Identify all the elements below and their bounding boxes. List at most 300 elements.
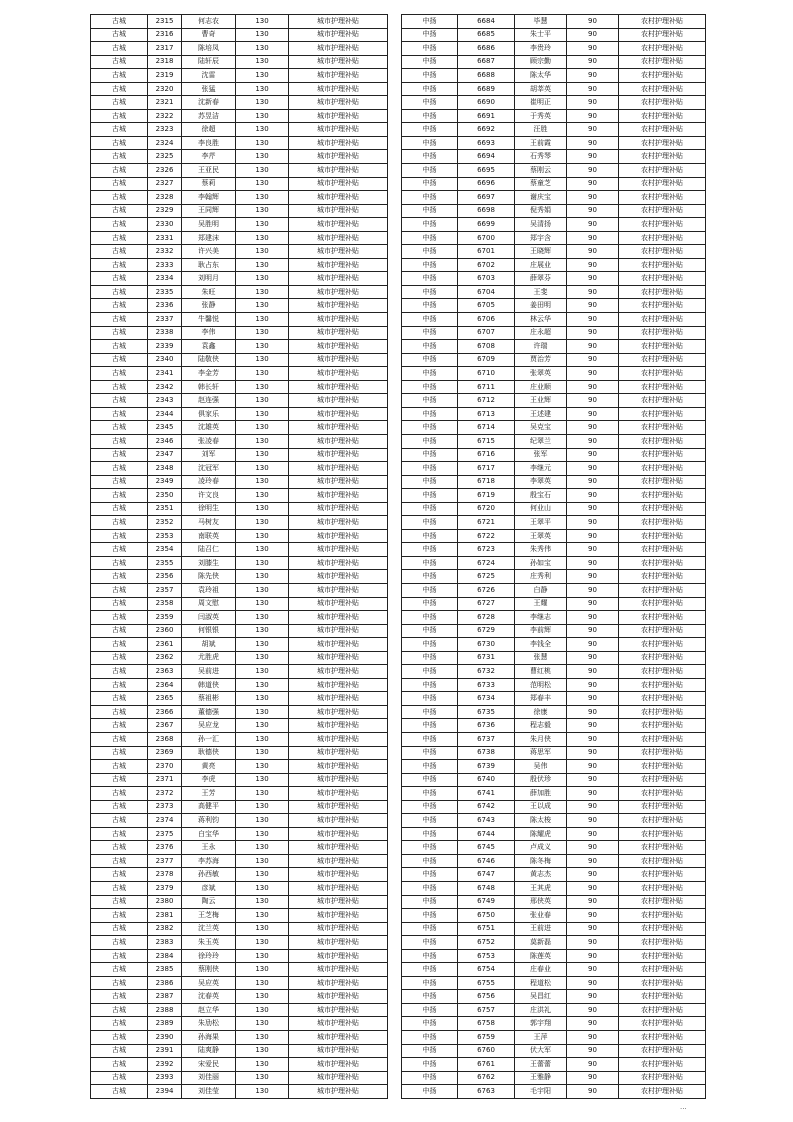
amount-cell: 90 [567,69,619,83]
town-cell: 中扬 [402,380,458,394]
amount-cell: 130 [236,895,289,909]
name-cell: 王亚民 [182,164,236,178]
town-cell: 古城 [91,448,148,462]
serial-cell: 2379 [148,882,182,896]
town-cell: 古城 [91,109,148,123]
name-cell: 王前进 [515,922,567,936]
subsidy-type-cell: 农村护理补贴 [619,773,706,787]
subsidy-type-cell: 城市护理补贴 [289,313,388,327]
amount-cell: 130 [236,502,289,516]
table-row [402,177,706,191]
subsidy-type-cell: 农村护理补贴 [619,245,706,259]
table-row [402,96,706,110]
table-row [91,1071,388,1085]
town-cell: 中扬 [402,773,458,787]
serial-cell: 6727 [458,597,515,611]
table-row [402,136,706,150]
subsidy-type-cell: 农村护理补贴 [619,732,706,746]
subsidy-type-cell: 农村护理补贴 [619,394,706,408]
subsidy-type-cell: 农村护理补贴 [619,421,706,435]
table-row [402,1085,706,1099]
subsidy-type-cell: 城市护理补贴 [289,773,388,787]
name-cell: 薛加胜 [515,787,567,801]
amount-cell: 130 [236,489,289,503]
table-row [91,732,388,746]
subsidy-type-cell: 城市护理补贴 [289,909,388,923]
name-cell: 程道松 [515,976,567,990]
table-row [91,28,388,42]
table-row [91,800,388,814]
serial-cell: 6758 [458,1017,515,1031]
subsidy-type-cell: 城市护理补贴 [289,367,388,381]
left-table-body [91,15,388,1099]
town-cell: 古城 [91,624,148,638]
town-cell: 古城 [91,502,148,516]
name-cell: 凌玲春 [182,475,236,489]
table-row [402,326,706,340]
amount-cell: 90 [567,827,619,841]
name-cell: 张军 [515,448,567,462]
serial-cell: 6700 [458,231,515,245]
serial-cell: 2366 [148,705,182,719]
serial-cell: 2367 [148,719,182,733]
serial-cell: 6763 [458,1085,515,1099]
serial-cell: 2339 [148,340,182,354]
town-cell: 中扬 [402,746,458,760]
town-cell: 古城 [91,136,148,150]
name-cell: 张静 [182,299,236,313]
table-row [402,841,706,855]
amount-cell: 90 [567,1031,619,1045]
serial-cell: 2384 [148,949,182,963]
table-row [402,1058,706,1072]
amount-cell: 90 [567,909,619,923]
name-cell: 何银银 [182,624,236,638]
name-cell: 苏昱洁 [182,109,236,123]
town-cell: 古城 [91,1031,148,1045]
amount-cell: 90 [567,800,619,814]
amount-cell: 90 [567,732,619,746]
amount-cell: 130 [236,746,289,760]
subsidy-type-cell: 城市护理补贴 [289,164,388,178]
amount-cell: 130 [236,82,289,96]
serial-cell: 6711 [458,380,515,394]
name-cell: 沈雷 [182,69,236,83]
table-row [91,136,388,150]
serial-cell: 2365 [148,692,182,706]
serial-cell: 6751 [458,922,515,936]
serial-cell: 2324 [148,136,182,150]
town-cell: 古城 [91,231,148,245]
town-cell: 古城 [91,421,148,435]
name-cell: 吴胜明 [182,218,236,232]
serial-cell: 2343 [148,394,182,408]
amount-cell: 130 [236,976,289,990]
table-row [91,299,388,313]
amount-cell: 90 [567,760,619,774]
table-row [91,55,388,69]
serial-cell: 2375 [148,827,182,841]
serial-cell: 2370 [148,760,182,774]
table-row [91,692,388,706]
amount-cell: 130 [236,868,289,882]
subsidy-type-cell: 城市护理补贴 [289,285,388,299]
name-cell: 陈先侠 [182,570,236,584]
serial-cell: 2330 [148,218,182,232]
name-cell: 卢成义 [515,841,567,855]
town-cell: 古城 [91,665,148,679]
table-row [91,583,388,597]
name-cell: 李前辉 [515,624,567,638]
subsidy-type-cell: 城市护理补贴 [289,82,388,96]
name-cell: 郑春丰 [515,692,567,706]
serial-cell: 2385 [148,963,182,977]
serial-cell: 6743 [458,814,515,828]
serial-cell: 2363 [148,665,182,679]
name-cell: 林云华 [515,313,567,327]
table-row [402,692,706,706]
town-cell: 中扬 [402,407,458,421]
amount-cell: 90 [567,28,619,42]
amount-cell: 90 [567,448,619,462]
amount-cell: 90 [567,421,619,435]
serial-cell: 2371 [148,773,182,787]
serial-cell: 2383 [148,936,182,950]
subsidy-type-cell: 农村护理补贴 [619,407,706,421]
subsidy-type-cell: 农村护理补贴 [619,909,706,923]
serial-cell: 6723 [458,543,515,557]
table-row [91,516,388,530]
subsidy-type-cell: 农村护理补贴 [619,109,706,123]
subsidy-type-cell: 农村护理补贴 [619,516,706,530]
name-cell: 王同辉 [182,204,236,218]
name-cell: 吴应英 [182,976,236,990]
serial-cell: 2348 [148,462,182,476]
name-cell: 白静 [515,583,567,597]
amount-cell: 90 [567,489,619,503]
table-row [402,787,706,801]
name-cell: 吴伟 [515,760,567,774]
serial-cell: 2387 [148,990,182,1004]
amount-cell: 130 [236,462,289,476]
subsidy-type-cell: 农村护理补贴 [619,1003,706,1017]
name-cell: 朱玉英 [182,936,236,950]
subsidy-type-cell: 农村护理补贴 [619,936,706,950]
name-cell: 闫淑英 [182,611,236,625]
table-row [91,787,388,801]
town-cell: 中扬 [402,204,458,218]
subsidy-type-cell: 农村护理补贴 [619,367,706,381]
subsidy-type-cell: 城市护理补贴 [289,543,388,557]
amount-cell: 90 [567,624,619,638]
town-cell: 古城 [91,841,148,855]
amount-cell: 90 [567,123,619,137]
serial-cell: 2318 [148,55,182,69]
subsidy-type-cell: 城市护理补贴 [289,1058,388,1072]
subsidy-type-cell: 农村护理补贴 [619,353,706,367]
subsidy-type-cell: 农村护理补贴 [619,1085,706,1099]
subsidy-type-cell: 农村护理补贴 [619,882,706,896]
subsidy-type-cell: 农村护理补贴 [619,556,706,570]
table-row [402,868,706,882]
subsidy-type-cell: 农村护理补贴 [619,82,706,96]
amount-cell: 130 [236,597,289,611]
table-row [402,705,706,719]
amount-cell: 90 [567,895,619,909]
subsidy-type-cell: 农村护理补贴 [619,976,706,990]
town-cell: 古城 [91,597,148,611]
table-row [402,272,706,286]
subsidy-type-cell: 城市护理补贴 [289,136,388,150]
serial-cell: 6745 [458,841,515,855]
name-cell: 范明松 [515,678,567,692]
table-row [91,82,388,96]
town-cell: 中扬 [402,678,458,692]
town-cell: 中扬 [402,719,458,733]
subsidy-type-cell: 农村护理补贴 [619,285,706,299]
serial-cell: 6738 [458,746,515,760]
amount-cell: 130 [236,570,289,584]
subsidy-type-cell: 农村护理补贴 [619,529,706,543]
amount-cell: 130 [236,760,289,774]
table-row [402,475,706,489]
serial-cell: 6692 [458,123,515,137]
town-cell: 古城 [91,543,148,557]
name-cell: 庄秀利 [515,570,567,584]
serial-cell: 6753 [458,949,515,963]
table-row [402,1031,706,1045]
amount-cell: 130 [236,421,289,435]
table-row [91,773,388,787]
table-row [402,624,706,638]
town-cell: 中扬 [402,895,458,909]
amount-cell: 90 [567,1044,619,1058]
amount-cell: 130 [236,543,289,557]
table-row [402,15,706,29]
subsidy-type-cell: 农村护理补贴 [619,55,706,69]
town-cell: 古城 [91,516,148,530]
table-row [402,543,706,557]
amount-cell: 90 [567,773,619,787]
town-cell: 中扬 [402,882,458,896]
name-cell: 孙海果 [182,1031,236,1045]
corner-mark: ... [680,1103,687,1111]
table-row [402,611,706,625]
serial-cell: 2377 [148,854,182,868]
name-cell: 张翠英 [515,367,567,381]
serial-cell: 6707 [458,326,515,340]
serial-cell: 2390 [148,1031,182,1045]
table-row [402,421,706,435]
amount-cell: 90 [567,55,619,69]
town-cell: 古城 [91,787,148,801]
amount-cell: 130 [236,394,289,408]
subsidy-type-cell: 农村护理补贴 [619,597,706,611]
subsidy-type-cell: 城市护理补贴 [289,150,388,164]
town-cell: 古城 [91,191,148,205]
subsidy-type-cell: 城市护理补贴 [289,882,388,896]
table-row [91,1044,388,1058]
subsidy-type-cell: 城市护理补贴 [289,421,388,435]
name-cell: 袁玲祖 [182,583,236,597]
town-cell: 中扬 [402,922,458,936]
amount-cell: 90 [567,651,619,665]
town-cell: 中扬 [402,150,458,164]
amount-cell: 90 [567,719,619,733]
town-cell: 古城 [91,394,148,408]
serial-cell: 6701 [458,245,515,259]
table-row [402,150,706,164]
serial-cell: 6729 [458,624,515,638]
name-cell: 孙一汇 [182,732,236,746]
amount-cell: 90 [567,164,619,178]
name-cell: 莫新磊 [515,936,567,950]
amount-cell: 130 [236,624,289,638]
subsidy-type-cell: 农村护理补贴 [619,1044,706,1058]
table-row [91,705,388,719]
name-cell: 郑建沫 [182,231,236,245]
amount-cell: 90 [567,746,619,760]
amount-cell: 90 [567,516,619,530]
town-cell: 古城 [91,326,148,340]
name-cell: 刘明月 [182,272,236,286]
subsidy-type-cell: 城市护理补贴 [289,976,388,990]
table-row [91,245,388,259]
town-cell: 古城 [91,854,148,868]
right-table-body [402,15,706,1099]
serial-cell: 6705 [458,299,515,313]
name-cell: 毕慧 [515,15,567,29]
table-row [402,489,706,503]
table-row [91,191,388,205]
town-cell: 古城 [91,82,148,96]
subsidy-type-cell: 城市护理补贴 [289,28,388,42]
table-row [402,380,706,394]
serial-cell: 6688 [458,69,515,83]
table-row [402,556,706,570]
subsidy-type-cell: 城市护理补贴 [289,204,388,218]
table-row [91,150,388,164]
town-cell: 古城 [91,705,148,719]
subsidy-type-cell: 农村护理补贴 [619,800,706,814]
amount-cell: 130 [236,177,289,191]
town-cell: 古城 [91,245,148,259]
table-row [402,82,706,96]
amount-cell: 130 [236,882,289,896]
name-cell: 徐玲玲 [182,949,236,963]
town-cell: 中扬 [402,638,458,652]
name-cell: 牛馨悦 [182,313,236,327]
name-cell: 尤胜虎 [182,651,236,665]
serial-cell: 2334 [148,272,182,286]
subsidy-type-cell: 城市护理补贴 [289,489,388,503]
name-cell: 张业春 [515,909,567,923]
name-cell: 胡莘英 [515,82,567,96]
name-cell: 庄春业 [515,963,567,977]
amount-cell: 90 [567,570,619,584]
table-row [402,407,706,421]
serial-cell: 6750 [458,909,515,923]
table-row [402,976,706,990]
town-cell: 中扬 [402,69,458,83]
subsidy-type-cell: 城市护理补贴 [289,1031,388,1045]
subsidy-type-cell: 城市护理补贴 [289,475,388,489]
table-row [91,895,388,909]
name-cell: 郑宇含 [515,231,567,245]
name-cell: 周文慰 [182,597,236,611]
amount-cell: 130 [236,191,289,205]
serial-cell: 6725 [458,570,515,584]
serial-cell: 6690 [458,96,515,110]
amount-cell: 90 [567,353,619,367]
amount-cell: 130 [236,922,289,936]
serial-cell: 2358 [148,597,182,611]
name-cell: 王业辉 [515,394,567,408]
amount-cell: 90 [567,936,619,950]
town-cell: 中扬 [402,624,458,638]
table-row [402,245,706,259]
serial-cell: 2347 [148,448,182,462]
subsidy-type-cell: 农村护理补贴 [619,258,706,272]
subsidy-type-cell: 农村护理补贴 [619,1031,706,1045]
name-cell: 董德强 [182,705,236,719]
town-cell: 中扬 [402,990,458,1004]
name-cell: 陈冬梅 [515,854,567,868]
name-cell: 纪翠兰 [515,434,567,448]
town-cell: 古城 [91,922,148,936]
amount-cell: 130 [236,936,289,950]
name-cell: 王斐 [515,285,567,299]
name-cell: 蒋思军 [515,746,567,760]
town-cell: 古城 [91,990,148,1004]
table-row [91,963,388,977]
town-cell: 中扬 [402,814,458,828]
table-row [402,516,706,530]
town-cell: 中扬 [402,651,458,665]
serial-cell: 2391 [148,1044,182,1058]
town-cell: 古城 [91,868,148,882]
amount-cell: 130 [236,556,289,570]
town-cell: 中扬 [402,245,458,259]
serial-cell: 6734 [458,692,515,706]
name-cell: 王前霞 [515,136,567,150]
town-cell: 古城 [91,1017,148,1031]
town-cell: 中扬 [402,516,458,530]
amount-cell: 90 [567,705,619,719]
town-cell: 古城 [91,313,148,327]
amount-cell: 130 [236,380,289,394]
subsidy-type-cell: 城市护理补贴 [289,678,388,692]
subsidy-type-cell: 城市护理补贴 [289,380,388,394]
amount-cell: 130 [236,678,289,692]
serial-cell: 6724 [458,556,515,570]
amount-cell: 130 [236,285,289,299]
serial-cell: 6708 [458,340,515,354]
subsidy-type-cell: 城市护理补贴 [289,123,388,137]
name-cell: 陶云 [182,895,236,909]
amount-cell: 90 [567,1017,619,1031]
subsidy-type-cell: 城市护理补贴 [289,448,388,462]
name-cell: 陈耀虎 [515,827,567,841]
table-row [402,462,706,476]
amount-cell: 130 [236,773,289,787]
town-cell: 古城 [91,367,148,381]
serial-cell: 2331 [148,231,182,245]
amount-cell: 90 [567,150,619,164]
name-cell: 王芳 [182,787,236,801]
table-row [91,272,388,286]
subsidy-type-cell: 农村护理补贴 [619,177,706,191]
